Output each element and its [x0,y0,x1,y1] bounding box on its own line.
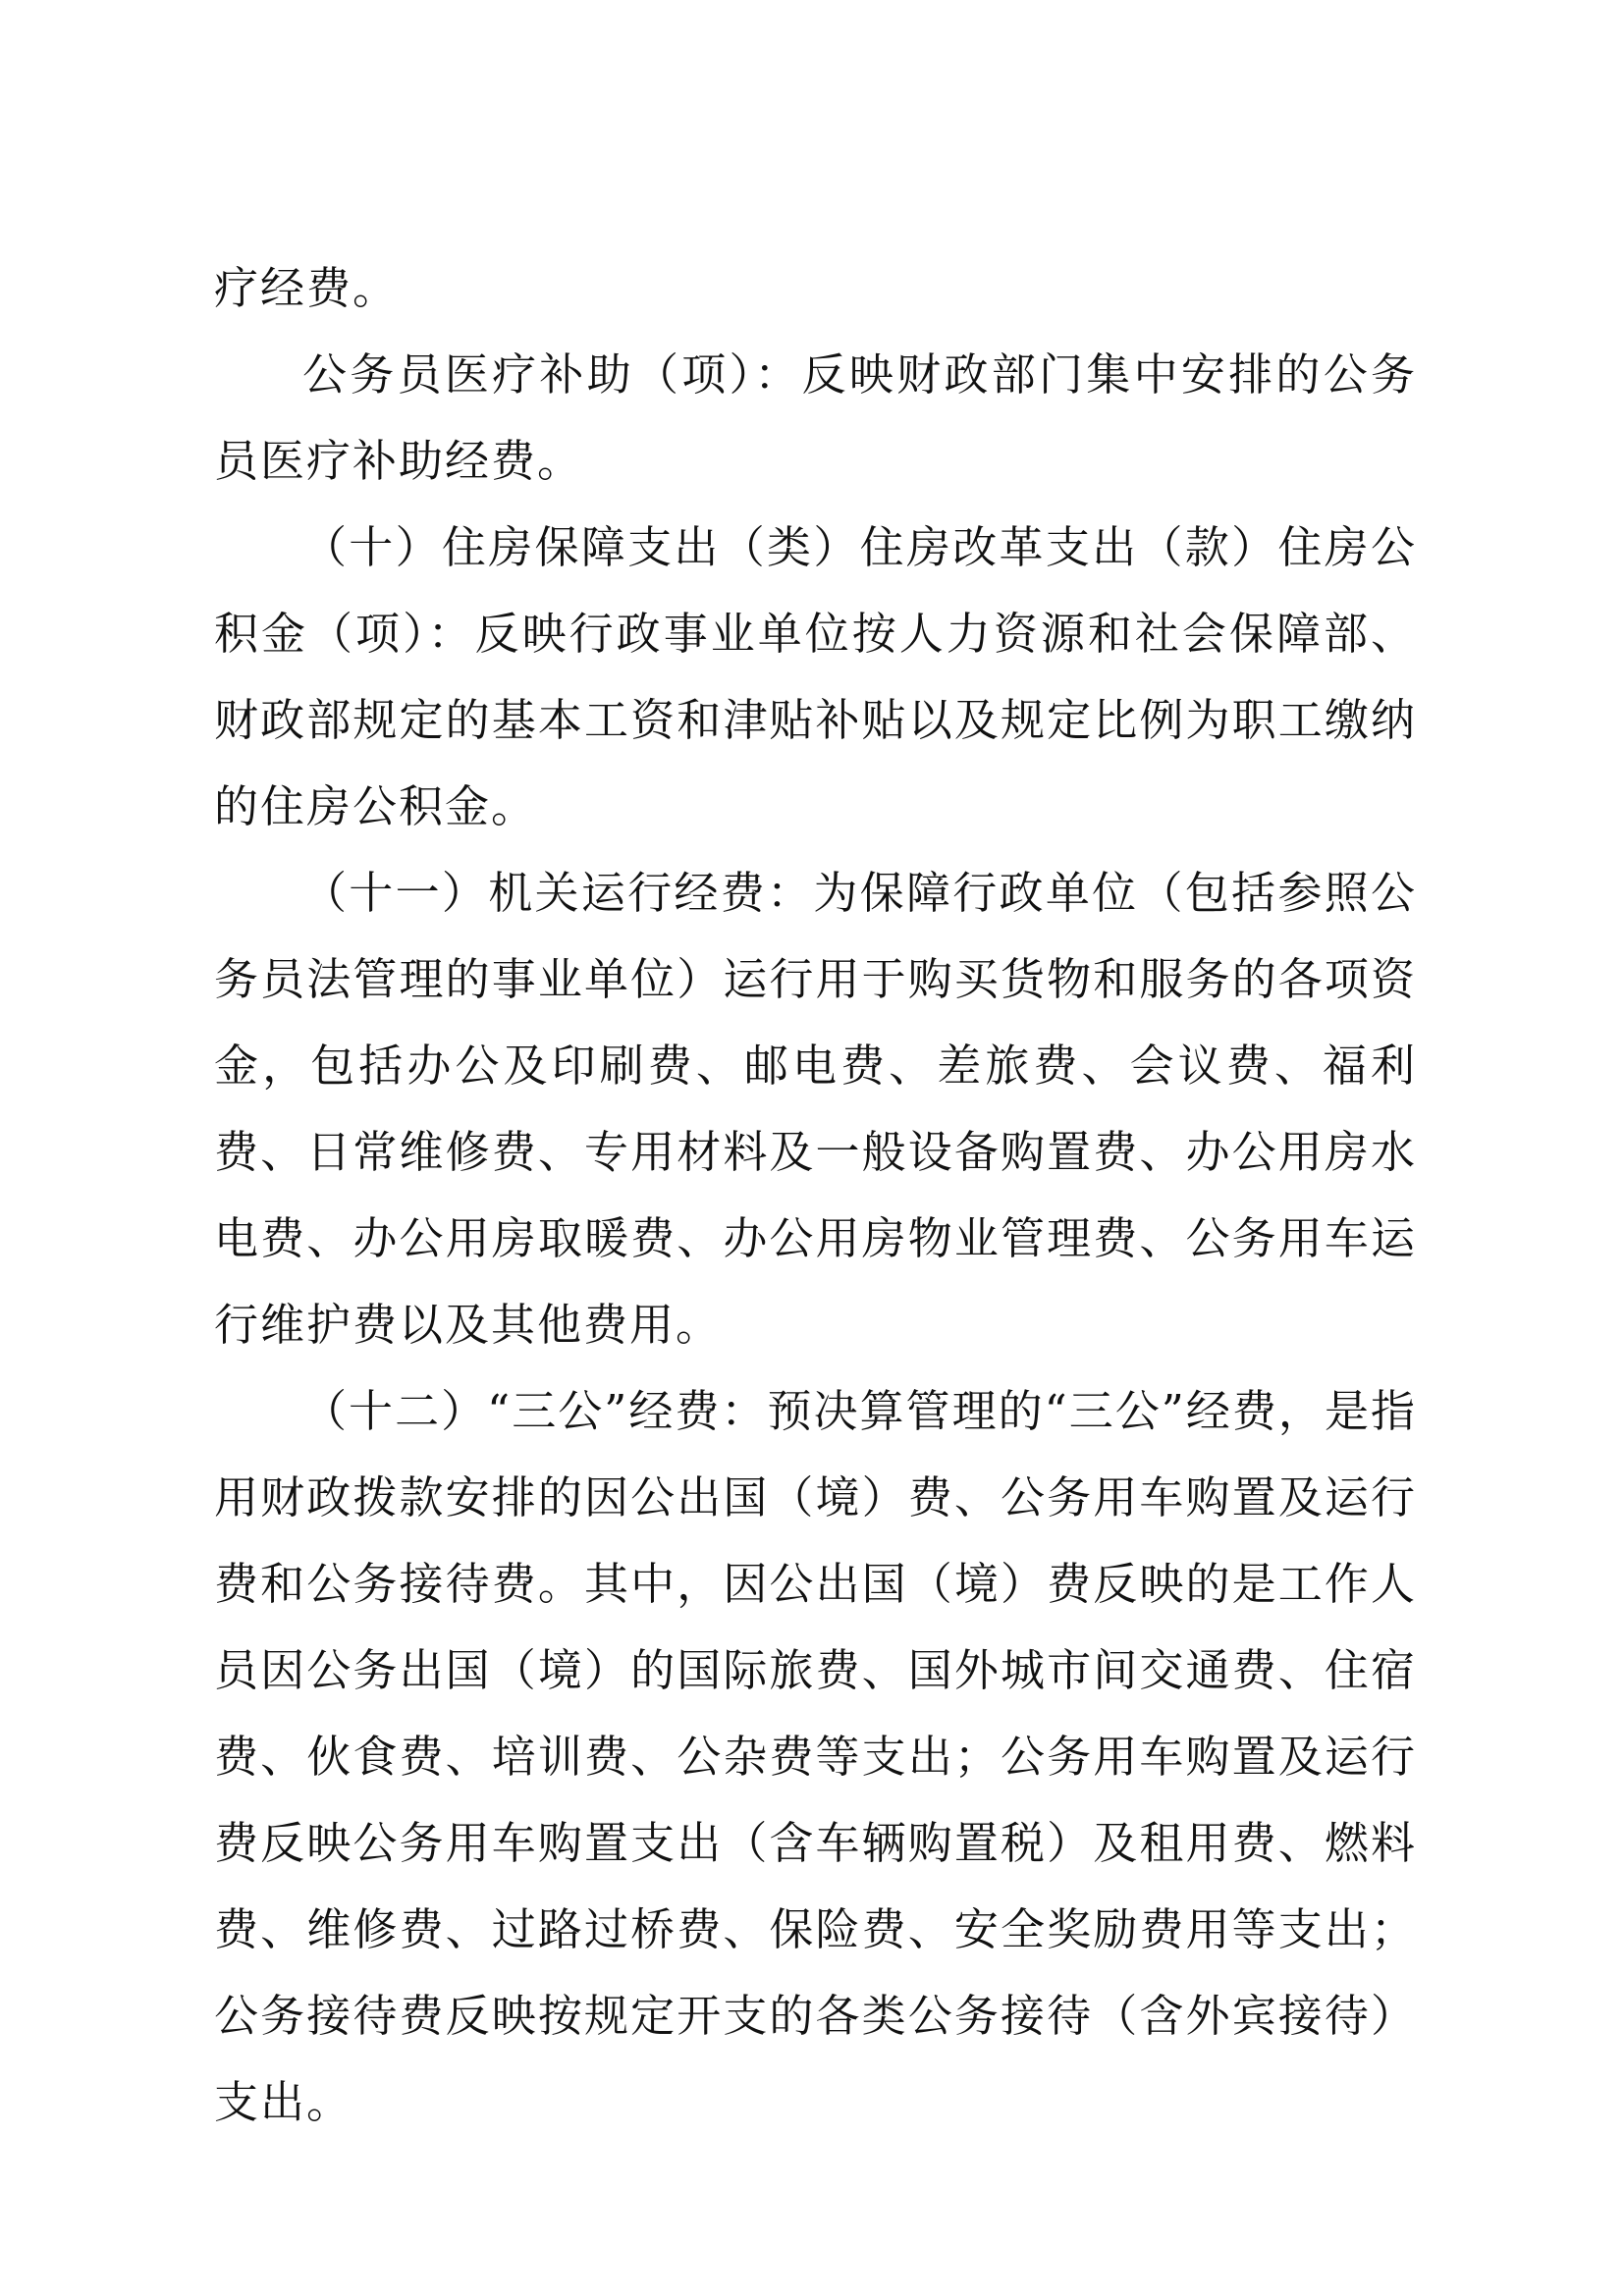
document-body [214,245,1417,2146]
paragraph-medical-expense-tail: 疗经费。 [214,262,400,314]
paragraph-civil-servant-medical-subsidy: 公务员医疗补助（项）：反映财政部门集中安排的公务员医疗补助经费。 [214,348,1417,487]
paragraph-three-public-expenses: （十二）“三公”经费：预决算管理的“三公”经费，是指用财政拨款安排的因公出国（境）费、公务用车购置及运行费和公务接待费。其中，因公出国（境）费反映的是工作人员因公务出国（境）的国际旅费、国外城市间交通费、住宿费、伙食费、培训费、公杂费等支出；公务用车购置及运行费反映公务用车购置支出（含车辆购置税）及租用费、燃料费、维修费、过路过桥费、保险费、安全奖励费用等支出；公务接待费反映按规定开支的各类公务接待（含外宾接待）支出。 [214,1385,1417,2128]
paragraph-agency-operating-expenses: （十一）机关运行经费：为保障行政单位（包括参照公务员法管理的事业单位）运行用于购买货物和服务的各项资金，包括办公及印刷费、邮电费、差旅费、会议费、福利费、日常维修费、专用材料及一般设备购置费、办公用房水电费、办公用房取暖费、办公用房物业管理费、公务用车运行维护费以及其他费用。 [214,867,1417,1351]
paragraph-housing-provident-fund: （十）住房保障支出（类）住房改革支出（款）住房公积金（项）：反映行政事业单位按人力资源和社会保障部、财政部规定的基本工资和津贴补贴以及规定比例为职工缴纳的住房公积金。 [214,521,1417,832]
